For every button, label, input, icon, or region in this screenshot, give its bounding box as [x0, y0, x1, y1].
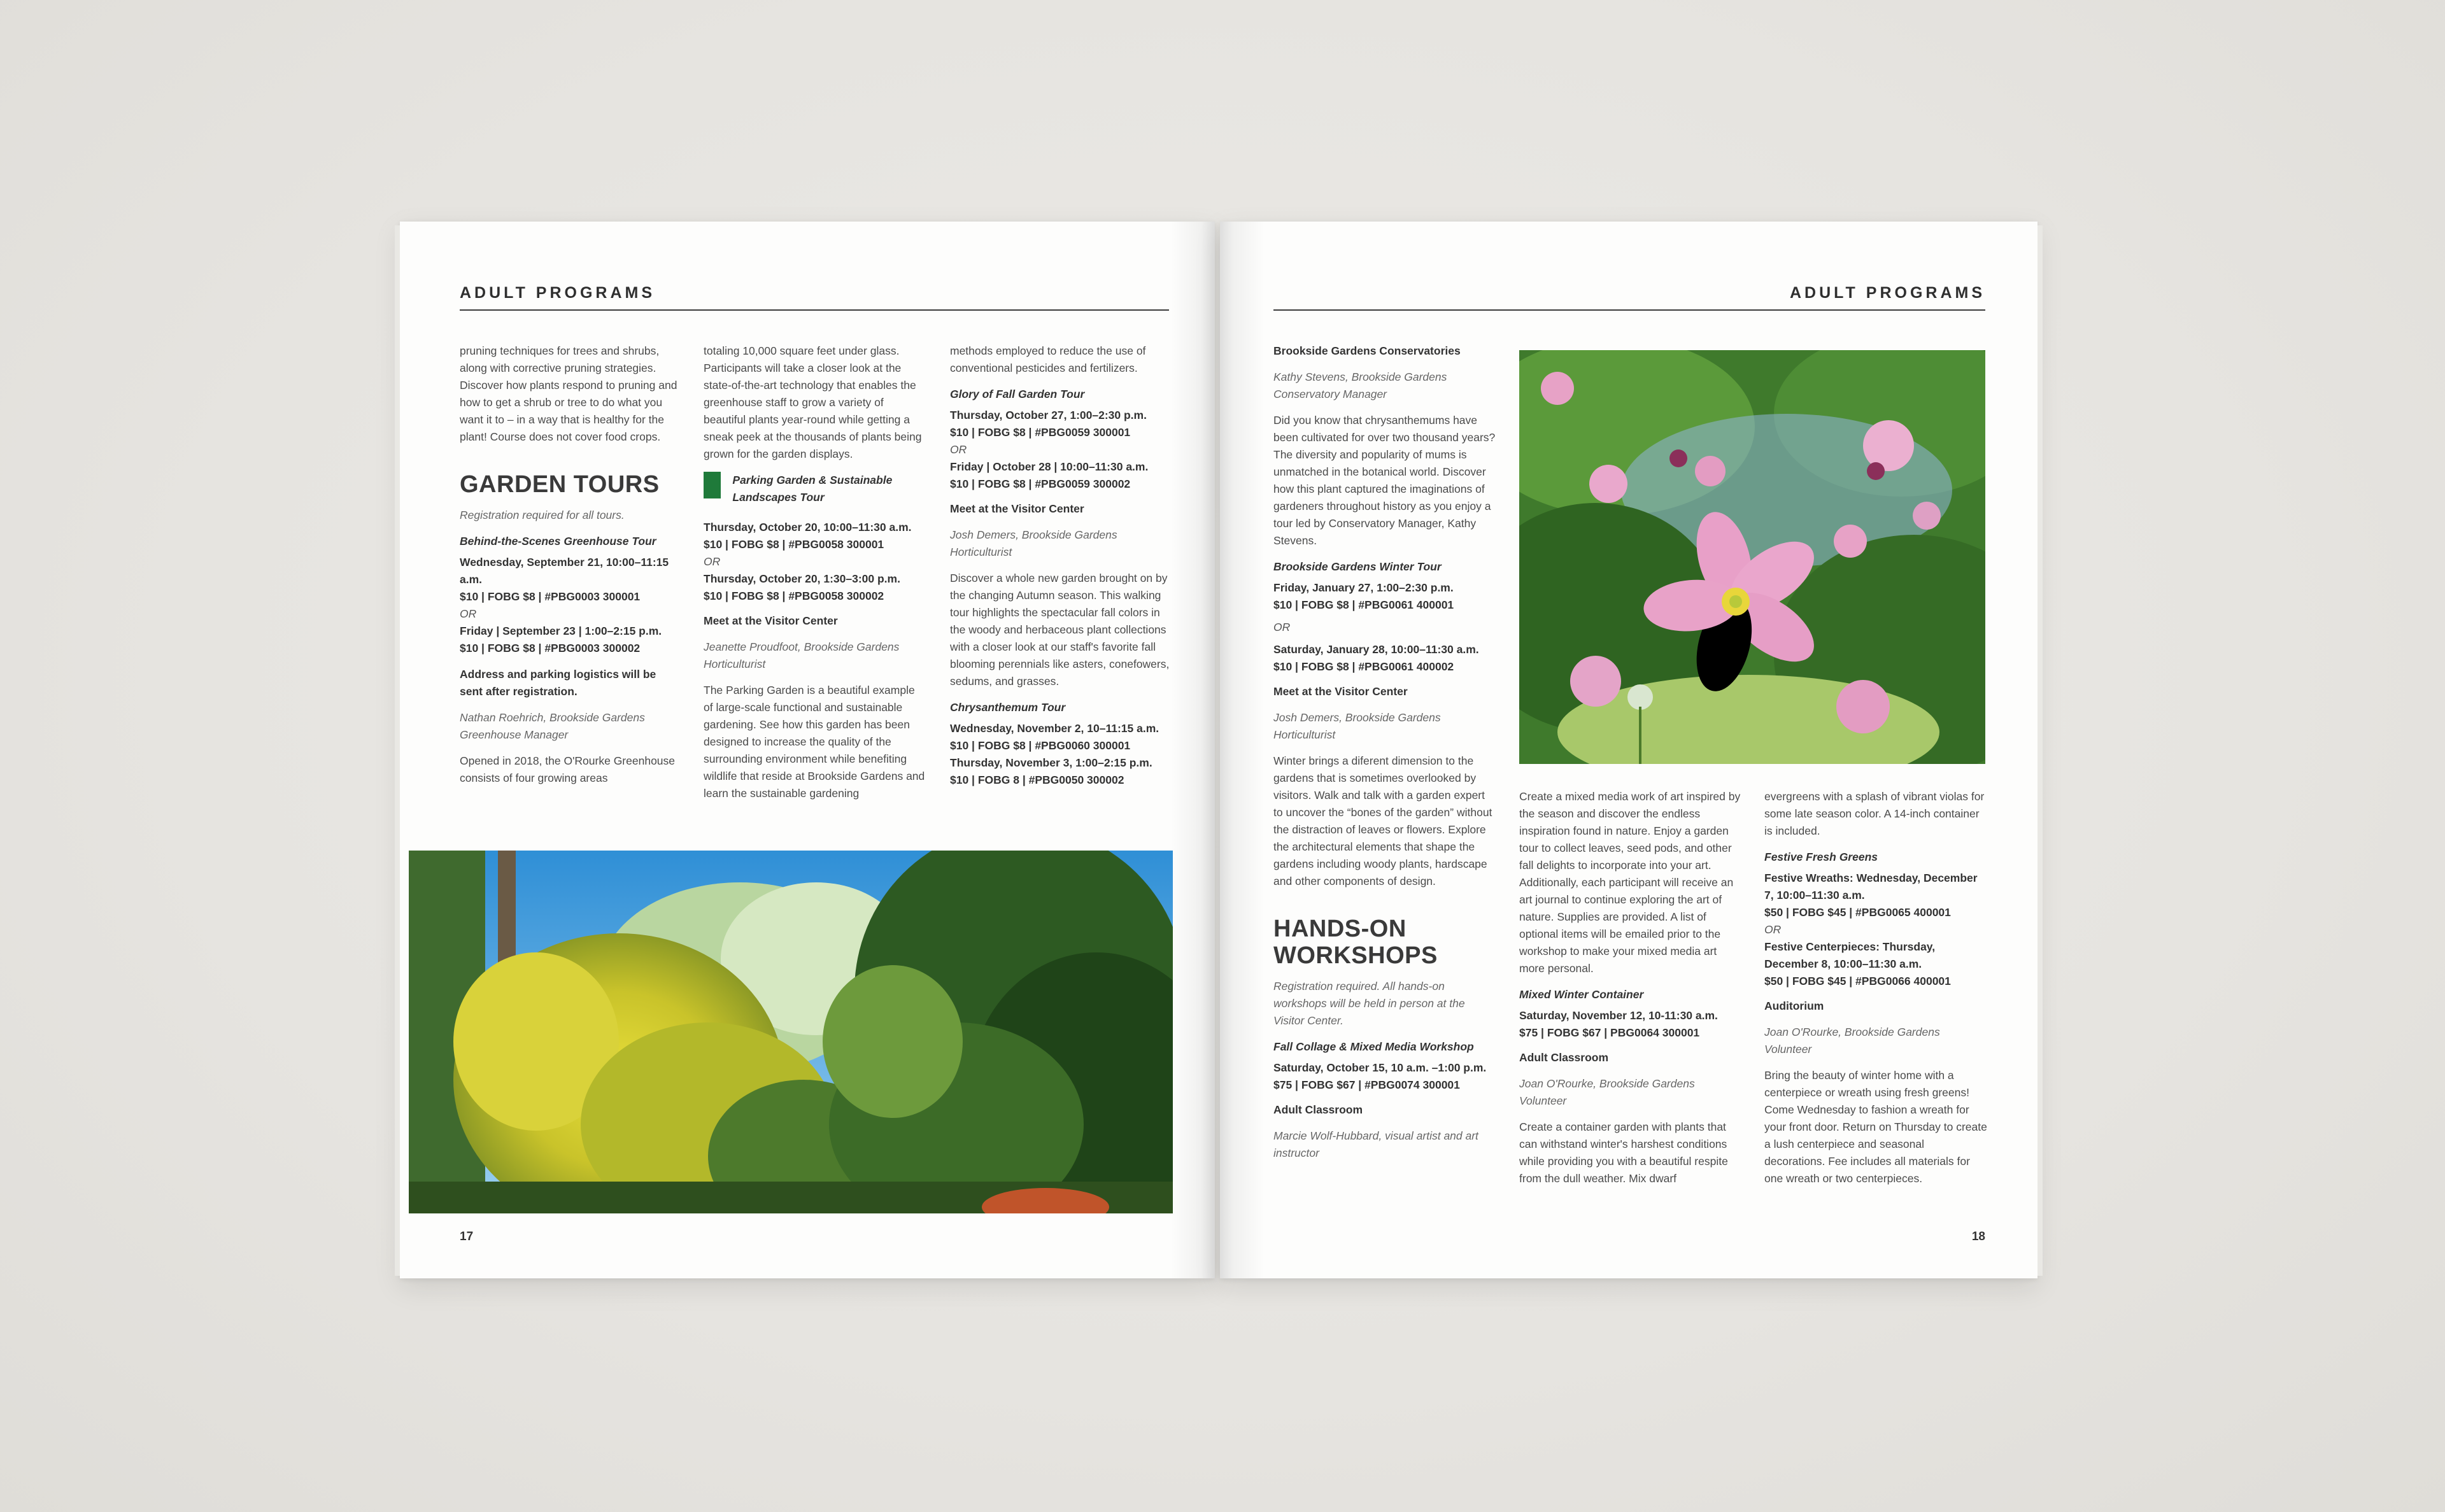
right-page [1220, 222, 2038, 1278]
instructor: Marcie Wolf-Hubbard, visual artist and art instructor [1273, 1129, 1478, 1159]
program-location: Meet at the Visitor Center [950, 502, 1084, 515]
section-note: Registration required. All hands-on workshops will be held in person at the Visitor Center. [1273, 980, 1465, 1027]
program-heading [704, 472, 926, 510]
or-separator: OR [704, 555, 721, 568]
program-date: Saturday, November 12, 10-11:30 a.m. [1519, 1009, 1718, 1022]
or-separator: OR [460, 607, 477, 620]
body-text: Opened in 2018, the O'Rourke Greenhouse consists of four growing areas [460, 754, 676, 784]
instructor: Josh Demers, Brookside Gardens Horticulturist [1273, 711, 1441, 741]
left-page [400, 222, 1215, 1278]
program-price: $10 | FOBG 8 | #PBG0050 300002 [950, 774, 1124, 786]
right-column-3 [1764, 788, 1987, 1196]
program-price: $10 | FOBG $8 | #PBG0060 300001 [950, 739, 1131, 752]
program-date: Friday, January 27, 1:00–2:30 p.m. [1273, 581, 1454, 594]
section-note: Registration required for all tours. [460, 509, 625, 521]
left-column-1 [460, 343, 681, 796]
program-price: $75 | FOBG $67 | #PBG0074 300001 [1273, 1078, 1460, 1091]
program-price: $75 | FOBG $67 | PBG0064 300001 [1519, 1026, 1700, 1039]
page-number: 18 [1971, 1230, 1985, 1243]
spine-shadow [1170, 222, 1215, 1278]
or-separator: OR [1764, 923, 1782, 936]
program-price: $10 | FOBG $8 | #PBG0061 400001 [1273, 598, 1454, 611]
page-number: 17 [460, 1230, 474, 1243]
header-rule [460, 309, 1169, 311]
instructor: Kathy Stevens, Brookside Gardens Conservatory Manager [1273, 371, 1447, 400]
program-location: Auditorium [1764, 1000, 1824, 1012]
program-price: $10 | FOBG $8 | #PBG0058 300001 [704, 538, 884, 551]
left-column-2 [704, 343, 926, 811]
program-price: $10 | FOBG $8 | #PBG0058 300002 [704, 590, 884, 602]
program-date: Thursday, October 20, 1:30–3:00 p.m. [704, 572, 900, 585]
program-price: $50 | FOBG $45 | #PBG0065 400001 [1764, 906, 1951, 919]
program-title: Chrysanthemum Tour [950, 701, 1066, 714]
garden-trees-photo [409, 851, 1173, 1213]
or-separator: OR [950, 443, 967, 456]
program-title: Fall Collage & Mixed Media Workshop [1273, 1040, 1474, 1053]
program-price: $50 | FOBG $45 | #PBG0066 400001 [1764, 975, 1951, 987]
instructor: Josh Demers, Brookside Gardens Horticulturist [950, 528, 1117, 558]
program-date: Saturday, January 28, 10:00–11:30 a.m. [1273, 643, 1479, 656]
program-price: $10 | FOBG $8 | #PBG0059 300001 [950, 426, 1131, 439]
program-date: Wednesday, November 2, 10–11:15 a.m. [950, 722, 1159, 735]
program-location: Meet at the Visitor Center [704, 614, 838, 627]
program-date: Friday | October 28 | 10:00–11:30 a.m. [950, 460, 1149, 473]
program-date: Festive Centerpieces: Thursday, December 8, 10:00–11:30 a.m. [1764, 940, 1936, 970]
program-title: Mixed Winter Container [1519, 988, 1644, 1001]
logistics-note: Address and parking logistics will be sent after registration. [460, 668, 656, 698]
program-price: $10 | FOBG $8 | #PBG0059 300002 [950, 477, 1131, 490]
program-title: Behind-the-Scenes Greenhouse Tour [460, 535, 656, 548]
spine-shadow [1220, 222, 1265, 1278]
section-title: WORKSHOPS [1273, 942, 1438, 969]
program-date: Wednesday, September 21, 10:00–11:15 a.m. [460, 556, 669, 586]
program-location: Meet at the Visitor Center [1273, 685, 1408, 698]
body-text: The Parking Garden is a beautiful example of large-scale functional and sustainable gardening. See how this garden has been designed to increase the quality of the surrounding environment while benefiting wildlife that reside at Brookside Gardens and learn the sustainable gardening [704, 684, 925, 800]
body-text: Discover a whole new garden brought on by the changing Autumn season. This walking tour highlights the spectacular fall colors in the woody and herbaceous plant collections with a closer look at our staff's favorite fall blooming perennials like asters, conefowers, sedums, and grasses. [950, 572, 1170, 688]
program-price: $10 | FOBG $8 | #PBG0003 300002 [460, 642, 641, 654]
page-edge [2038, 225, 2043, 1276]
body-text: totaling 10,000 square feet under glass. Participants will take a closer look at the state-of-the-art technology that enables the greenhouse staff to grow a variety of beautiful plants year-round while getting a sneak peek at the thousands of plants being grown for the garden displays. [704, 344, 922, 460]
program-date: Thursday, October 20, 10:00–11:30 a.m. [704, 521, 912, 533]
body-text: methods employed to reduce the use of conventional pesticides and fertilizers. [950, 344, 1146, 374]
body-text: pruning techniques for trees and shrubs, along with corrective pruning strategies. Discover how plants respond to pruning and how to get a shrub or tree to do what you want it to – in a way that is healthy for the plant! Course does not cover food crops. [460, 344, 677, 443]
header-rule [1273, 309, 1985, 311]
accent-marker [704, 472, 721, 498]
program-title: Parking Garden & Sustainable Landscapes Tour [732, 474, 893, 504]
or-separator: OR [1273, 621, 1291, 633]
program-location: Adult Classroom [1273, 1103, 1363, 1116]
page-edge [395, 225, 400, 1276]
section-title: HANDS-ON [1273, 915, 1407, 942]
program-price: $10 | FOBG $8 | #PBG0003 300001 [460, 590, 641, 603]
instructor: Joan O'Rourke, Brookside Gardens Volunteer [1519, 1077, 1695, 1107]
instructor: Nathan Roehrich, Brookside Gardens Greenhouse Manager [460, 711, 645, 741]
body-text: evergreens with a splash of vibrant violas for some late season color. A 14-inch container is included. [1764, 790, 1985, 837]
program-date: Thursday, October 27, 1:00–2:30 p.m. [950, 409, 1147, 421]
instructor: Jeanette Proudfoot, Brookside Gardens Horticulturist [704, 640, 900, 670]
program-date: Friday | September 23 | 1:00–2:15 p.m. [460, 625, 662, 637]
program-title: Glory of Fall Garden Tour [950, 388, 1085, 400]
program-price: $10 | FOBG $8 | #PBG0061 400002 [1273, 660, 1454, 673]
body-text: Winter brings a diferent dimension to the gardens that is sometimes overlooked by visitors. Walk and talk with a garden expert to uncover the “bones of the garden” without the distraction of leaves or flowers. Explore the architectural elements that shape the gardens including woody plants, hardscape and other components of design. [1273, 754, 1492, 887]
section-title: GARDEN TOURS [460, 471, 660, 498]
running-head: ADULT PROGRAMS [460, 284, 656, 302]
program-title: Brookside Gardens Winter Tour [1273, 560, 1442, 573]
program-date: Festive Wreaths: Wednesday, December 7, 10:00–11:30 a.m. [1764, 872, 1978, 901]
anemone-flower-photo [1519, 350, 1985, 764]
right-column-1 [1273, 343, 1496, 1171]
body-text: Did you know that chrysanthemums have been cultivated for over two thousand years? The diversity and popularity of mums is unmatched in the botanical world. Discover how this plant captured the imaginations of gardeners throughout history as you enjoy a tour led by Conservatory Manager, Kathy Stevens. [1273, 414, 1496, 547]
program-date: Thursday, November 3, 1:00–2:15 p.m. [950, 756, 1152, 769]
program-title: Festive Fresh Greens [1764, 851, 1878, 863]
body-text: Create a mixed media work of art inspired by the season and discover the endless inspiration found in nature. Enjoy a garden tour to collect leaves, seed pods, and other fall delights to incorporate into your art. Additionally, each participant will receive an art journal to continue exploring the art of nature. Supplies are provided. A list of optional items will be emailed prior to the workshop to make your mixed media art more personal. [1519, 790, 1741, 975]
body-text: Create a container garden with plants that can withstand winter's harshest conditions while providing you with a beautiful respite from the dull weather. Mix dwarf [1519, 1120, 1728, 1185]
program-date: Saturday, October 15, 10 a.m. –1:00 p.m. [1273, 1061, 1487, 1074]
program-location: Brookside Gardens Conservatories [1273, 344, 1461, 357]
body-text: Bring the beauty of winter home with a centerpiece or wreath using fresh greens! Come Wednesday to fashion a wreath for your front door. Return on Thursday to create a lush centerpiece and seasonal decorations. Fee includes all materials for one wreath or two centerpieces. [1764, 1069, 1987, 1185]
right-column-2 [1519, 788, 1742, 1196]
running-head: ADULT PROGRAMS [1789, 284, 1985, 302]
left-column-3 [950, 343, 1173, 789]
program-location: Adult Classroom [1519, 1051, 1609, 1064]
instructor: Joan O'Rourke, Brookside Gardens Volunteer [1764, 1026, 1940, 1056]
